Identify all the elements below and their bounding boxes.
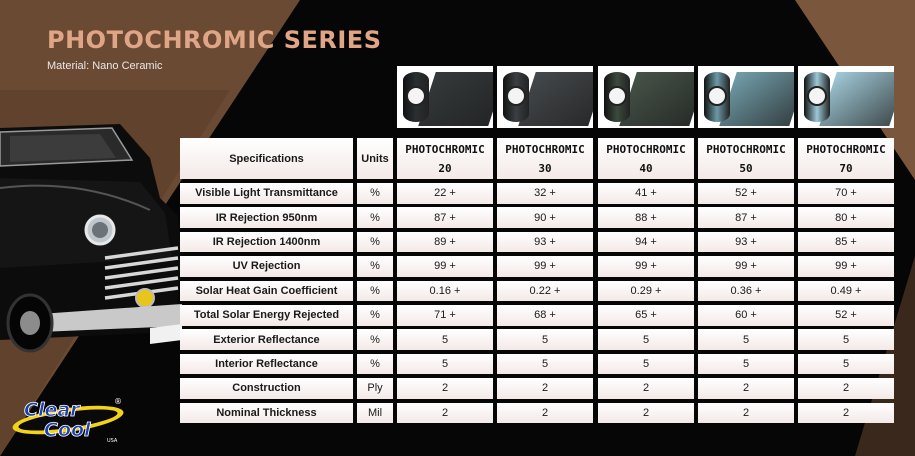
header-specifications: Specifications (180, 138, 353, 179)
table-cell: 99 + (698, 256, 794, 277)
product-name: PHOTOCHROMIC (706, 142, 786, 156)
table-cell: 71 + (397, 305, 493, 326)
table-cell: 89 + (397, 232, 493, 253)
table-cell: 0.29 + (598, 281, 694, 302)
table-cell: 90 + (497, 207, 593, 228)
table-cell: 88 + (598, 207, 694, 228)
table-cell: 0.49 + (798, 281, 894, 302)
table-cell: 87 + (698, 207, 794, 228)
table-cell: 99 + (497, 256, 593, 277)
film-roll-image (698, 66, 794, 128)
table-row-spec: Solar Heat Gain Coefficient (180, 281, 353, 302)
table-cell: 2 (698, 378, 794, 399)
product-name: PHOTOCHROMIC (806, 142, 886, 156)
product-name: PHOTOCHROMIC (505, 142, 585, 156)
table-cell: 5 (698, 354, 794, 375)
film-roll-image (598, 66, 694, 128)
table-cell: 99 + (598, 256, 694, 277)
table-cell: 93 + (698, 232, 794, 253)
table-row-unit: % (357, 281, 393, 302)
table-row-spec: Nominal Thickness (180, 403, 353, 424)
table-cell: 68 + (497, 305, 593, 326)
film-roll-image (397, 66, 493, 128)
table-cell: 52 + (798, 305, 894, 326)
table-cell: 5 (798, 354, 894, 375)
table-cell: 2 (598, 378, 694, 399)
table-cell: 2 (397, 378, 493, 399)
table-cell: 5 (598, 329, 694, 350)
logo-country: USA (107, 438, 118, 444)
table-cell: 65 + (598, 305, 694, 326)
logo-word-clear: Clear (24, 399, 80, 421)
table-cell: 5 (397, 329, 493, 350)
table-row-spec: Visible Light Transmittance (180, 183, 353, 204)
table-cell: 2 (497, 403, 593, 424)
table-row-spec: UV Rejection (180, 256, 353, 277)
table-cell: 2 (598, 403, 694, 424)
product-number: 20 (438, 161, 452, 175)
table-cell: 2 (798, 378, 894, 399)
table-cell: 32 + (497, 183, 593, 204)
table-cell: 60 + (698, 305, 794, 326)
header-product (698, 138, 794, 179)
table-row-spec: Total Solar Energy Rejected (180, 305, 353, 326)
table-cell: 5 (798, 329, 894, 350)
table-cell: 80 + (798, 207, 894, 228)
header-product (497, 138, 593, 179)
table-cell: 70 + (798, 183, 894, 204)
table-cell: 52 + (698, 183, 794, 204)
table-row-spec: Exterior Reflectance (180, 329, 353, 350)
table-cell: 5 (698, 329, 794, 350)
product-number: 40 (639, 161, 653, 175)
logo-word-cool: Cool (44, 419, 91, 441)
table-cell: 2 (397, 403, 493, 424)
table-row-unit: % (357, 256, 393, 277)
table-cell: 2 (497, 378, 593, 399)
table-cell: 87 + (397, 207, 493, 228)
table-row-unit: % (357, 183, 393, 204)
product-name: PHOTOCHROMIC (405, 142, 485, 156)
table-cell: 2 (798, 403, 894, 424)
header-units: Units (357, 138, 393, 179)
header-product (798, 138, 894, 179)
header-product (397, 138, 493, 179)
page-title: PHOTOCHROMIC SERIES (47, 26, 382, 54)
table-row-unit: % (357, 354, 393, 375)
table-cell: 0.36 + (698, 281, 794, 302)
table-cell: 0.16 + (397, 281, 493, 302)
table-cell: 41 + (598, 183, 694, 204)
table-cell: 85 + (798, 232, 894, 253)
vintage-car-image (0, 118, 185, 368)
table-row-unit: Mil (357, 403, 393, 424)
table-cell: 5 (497, 329, 593, 350)
product-name: PHOTOCHROMIC (606, 142, 686, 156)
table-row-unit: % (357, 232, 393, 253)
table-row-spec: IR Rejection 1400nm (180, 232, 353, 253)
table-cell: 22 + (397, 183, 493, 204)
table-cell: 5 (497, 354, 593, 375)
table-cell: 99 + (397, 256, 493, 277)
header-product (598, 138, 694, 179)
table-row-unit: % (357, 329, 393, 350)
table-cell: 99 + (798, 256, 894, 277)
logo-registered-mark: ® (114, 397, 122, 406)
table-cell: 93 + (497, 232, 593, 253)
table-cell: 0.22 + (497, 281, 593, 302)
table-row-spec: IR Rejection 950nm (180, 207, 353, 228)
table-row-spec: Construction (180, 378, 353, 399)
table-cell: 94 + (598, 232, 694, 253)
table-row-unit: % (357, 207, 393, 228)
table-row-unit: Ply (357, 378, 393, 399)
film-roll-image (497, 66, 593, 128)
film-roll-image (798, 66, 894, 128)
table-cell: 5 (598, 354, 694, 375)
table-cell: 5 (397, 354, 493, 375)
table-row-spec: Interior Reflectance (180, 354, 353, 375)
table-row-unit: % (357, 305, 393, 326)
product-number: 50 (739, 161, 753, 175)
table-cell: 2 (698, 403, 794, 424)
product-number: 70 (839, 161, 853, 175)
product-number: 30 (538, 161, 552, 175)
material-subtitle: Material: Nano Ceramic (47, 60, 163, 72)
clear-cool-logo (10, 392, 135, 448)
